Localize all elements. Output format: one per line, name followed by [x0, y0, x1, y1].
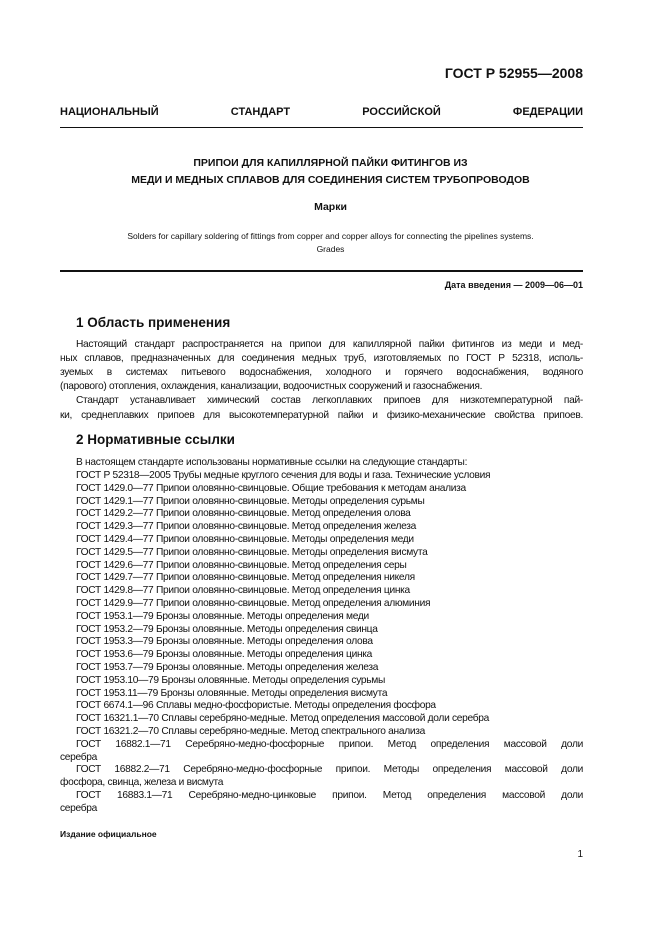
divider: [60, 127, 583, 128]
reference-item: ГОСТ 1429.8—77 Припои оловянно-свинцовые. Метод определения цинка: [76, 585, 410, 597]
paragraph-line: зуемых в системах питьевого водоснабжения, холодного и горячего водоснабжения, водяного: [60, 367, 583, 379]
reference-item: ГОСТ 1429.1—77 Припои оловянно-свинцовые. Методы определения сурьмы: [76, 495, 425, 507]
reference-item: серебра: [60, 802, 98, 814]
reference-item: ГОСТ 1953.7—79 Бронзы оловянные. Методы определения железа: [76, 662, 379, 673]
section-2-heading: 2 Нормативные ссылки: [76, 432, 235, 447]
reference-item: ГОСТ 16883.1—71 Серебряно-медно-цинковые припои. Метод определения массовой доли: [76, 790, 583, 801]
subtitle: Марки: [314, 201, 347, 213]
reference-item: ГОСТ 1953.2—79 Бронзы оловянные. Методы определения свинца: [76, 623, 378, 635]
paragraph-line: (парового) отопления, охлаждения, канализации, водоочистных сооружений и газоснабжения.: [60, 381, 483, 393]
effective-date: Дата введения — 2009—06—01: [444, 280, 583, 290]
reference-item: ГОСТ 1429.0—77 Припои оловянно-свинцовые. Общие требования к методам анализа: [76, 482, 466, 494]
reference-item: ГОСТ 16321.1—70 Сплавы серебряно-медные. Метод определения массовой доли серебра: [76, 713, 490, 725]
reference-item: ГОСТ 16882.2—71 Серебряно-медно-фосфорные припои. Методы определения массовой доли: [76, 764, 583, 776]
page-number: 1: [577, 849, 583, 860]
reference-item: ГОСТ 1429.4—77 Припои оловянно-свинцовые. Методы определения меди: [76, 534, 414, 545]
reference-item: ГОСТ 1429.2—77 Припои оловянно-свинцовые. Метод определения олова: [76, 508, 411, 520]
paragraph-line: Настоящий стандарт распространяется на припои для капиллярной пайки фитингов из меди и мед-: [76, 339, 583, 350]
document-number: ГОСТ Р 52955—2008: [444, 65, 583, 81]
section-1-heading: 1 Область применения: [76, 315, 231, 330]
edition-note: Издание официальное: [60, 829, 157, 839]
title-line-2: МЕДИ И МЕДНЫХ СПЛАВОВ ДЛЯ СОЕДИНЕНИЯ СИСТЕМ ТРУБОПРОВОДОВ: [131, 174, 530, 186]
reference-item: ГОСТ 1429.6—77 Припои оловянно-свинцовые. Метод определения серы: [76, 559, 407, 571]
reference-item: серебра: [60, 751, 98, 763]
divider: [60, 270, 583, 272]
reference-item: ГОСТ 16321.2—70 Сплавы серебряно-медные. Метод спектрального анализа: [76, 726, 425, 737]
reference-item: ГОСТ Р 52318—2005 Трубы медные круглого сечения для воды и газа. Технические условия: [76, 470, 491, 481]
english-title-1: Solders for capillary soldering of fittings from copper and copper alloys for connecting the pipelines systems.: [127, 231, 534, 241]
reference-item: ГОСТ 1953.1—79 Бронзы оловянные. Методы определения меди: [76, 610, 369, 622]
reference-item: ГОСТ 1953.10—79 Бронзы оловянные. Методы определения сурьмы: [76, 674, 385, 686]
paragraph-line: ных сплавов, предназначенных для соединения медных труб, изготовляемых по ГОСТ Р 52318, исполь-: [60, 353, 583, 365]
reference-item: ГОСТ 1953.6—79 Бронзы оловянные. Методы определения цинка: [76, 649, 373, 661]
title-line-1: ПРИПОИ ДЛЯ КАПИЛЛЯРНОЙ ПАЙКИ ФИТИНГОВ ИЗ: [193, 157, 468, 169]
english-title-2: Grades: [316, 244, 345, 254]
paragraph-line: ки, среднеплавких припоев для высокотемпературной пайки и физико-механические свойства припоев.: [60, 409, 583, 421]
national-standard-banner: НАЦИОНАЛЬНЫЙ СТАНДАРТ РОССИЙСКОЙ ФЕДЕРАЦИИ: [60, 106, 583, 118]
references-intro: В настоящем стандарте использованы нормативные ссылки на следующие стандарты:: [76, 457, 468, 468]
reference-item: ГОСТ 1953.11—79 Бронзы оловянные. Методы определения висмута: [76, 687, 388, 699]
reference-item: фосфора, свинца, железа и висмута: [60, 777, 224, 789]
reference-item: ГОСТ 1429.7—77 Припои оловянно-свинцовые. Метод определения никеля: [76, 572, 415, 584]
reference-item: ГОСТ 16882.1—71 Серебряно-медно-фосфорные припои. Метод определения массовой доли: [76, 738, 583, 750]
reference-item: ГОСТ 1429.3—77 Припои оловянно-свинцовые. Метод определения железа: [76, 521, 416, 533]
reference-item: ГОСТ 1953.3—79 Бронзы оловянные. Методы определения олова: [76, 636, 373, 648]
reference-item: ГОСТ 1429.9—77 Припои оловянно-свинцовые. Метод определения алюминия: [76, 598, 431, 609]
paragraph-line: Стандарт устанавливает химический состав легкоплавких припоев для низкотемпературной пай-: [76, 395, 583, 407]
reference-item: ГОСТ 6674.1—96 Сплавы медно-фосфористые. Методы определения фосфора: [76, 700, 436, 712]
reference-item: ГОСТ 1429.5—77 Припои оловянно-свинцовые. Методы определения висмута: [76, 546, 428, 558]
